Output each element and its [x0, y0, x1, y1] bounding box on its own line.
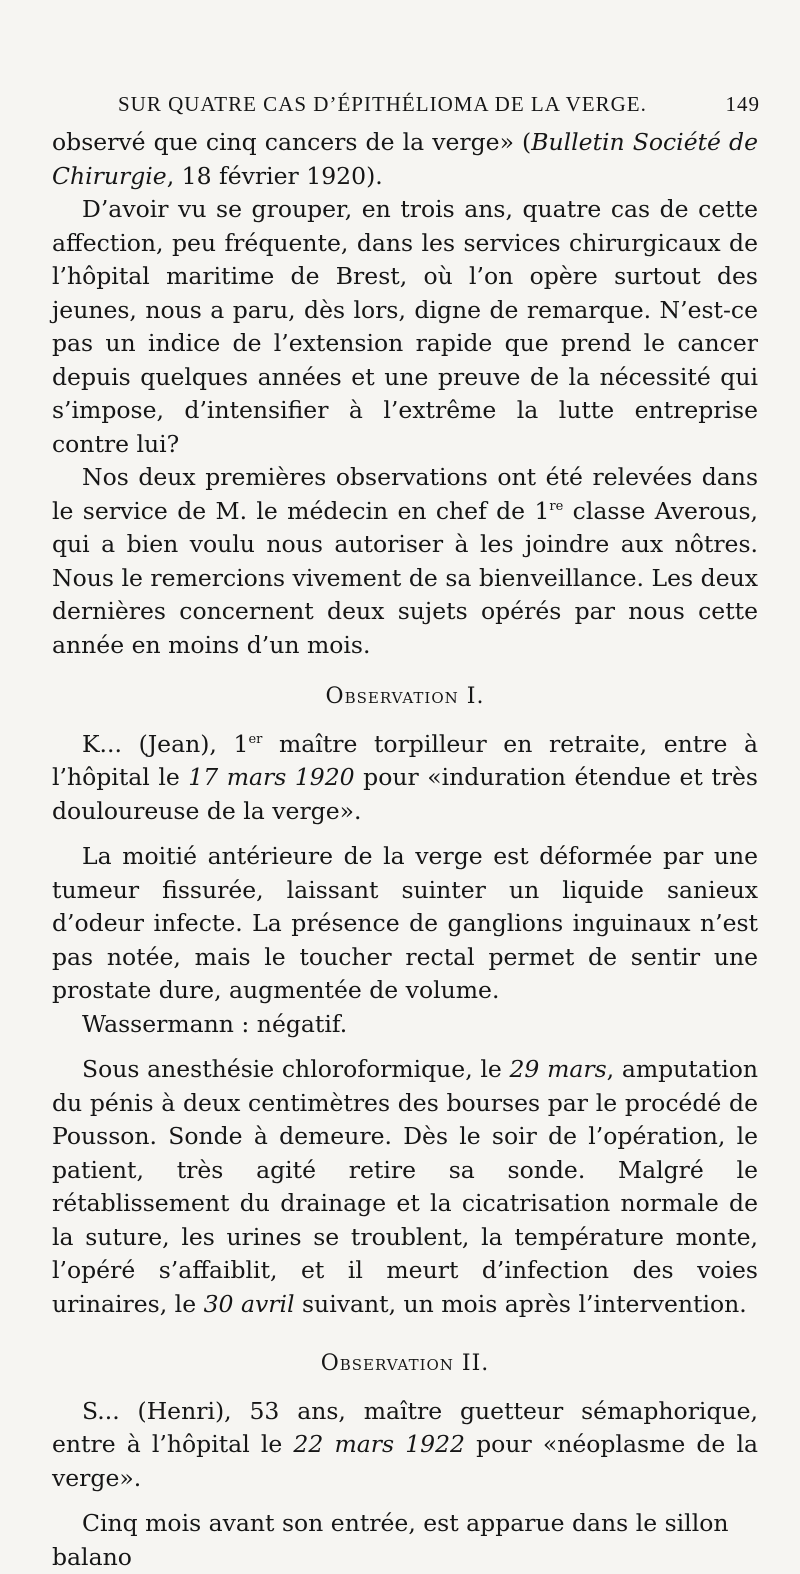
date-italic: 17 mars 1920	[188, 763, 355, 791]
text-run: classe Averous, qui a bien voulu nous autoriser à les joindre aux nôtres. Nous le remercions vivement de sa bienveillance. Les deux dernières concernent deux sujets opérés par nous cette année en moins d’un mois.	[52, 496, 759, 659]
page-number: 149	[725, 92, 760, 116]
paragraph-grouping: D’avoir vu se grouper, en trois ans, quatre cas de cette affection, peu fréquente, dans les services chirurgicaux de l’hôpital maritime de Brest, où l’on opère surtout des jeunes, nous a paru, dès lors, digne de remarque. N’est-ce pas un indice de l’extension rapide que prend le cancer depuis quelques années et une preuve de la nécessité qui s’impose, d’intensifier à l’extrême la lutte entreprise contre lui?	[52, 195, 758, 458]
text-run: pour «induration étendue et très douloureuse de la verge».	[52, 763, 758, 825]
running-head-title: SUR QUATRE CAS D’ÉPITHÉLIOMA DE LA VERGE.	[118, 92, 647, 116]
observation-1-heading: Observation I.	[325, 684, 485, 709]
observation-1-exam: La moitié antérieure de la verge est déformée par une tumeur fissurée, laissant suinter un liquide sanieux d’odeur infecte. La présence de ganglions inguinaux n’est pas notée, mais le toucher rectal permet de sentir une prostate dure, augmentée de volume.	[52, 842, 758, 1004]
text-run: suivant, un mois après l’intervention.	[294, 1289, 747, 1318]
text-run: , 18 février 1920).	[166, 161, 383, 190]
text-run: K... (Jean), 1	[82, 729, 249, 758]
text-run: Nos deux premières observations ont été relevées dans le service de M. le médecin en chef de 1	[52, 463, 758, 525]
observation-1-wassermann: Wassermann : négatif.	[82, 1009, 348, 1038]
observation-2-heading: Observation II.	[320, 1351, 490, 1376]
text-run: S... (Henri), 53 ans, maître guetteur sémaphorique, entre à l’hôpital le	[52, 1396, 758, 1458]
date-italic: 22 mars 1922	[293, 1430, 465, 1458]
date-italic: 30 avril	[203, 1289, 295, 1318]
observation-2-admission	[52, 1395, 758, 1496]
text-run: pour «néoplasme de la verge».	[52, 1430, 758, 1492]
text-run: maître torpilleur en retraite, entre à l’hôpital le	[52, 729, 758, 791]
observation-2-history: Cinq mois avant son entrée, est apparue dans le sillon balano	[52, 1509, 729, 1571]
citation-italic: Bulletin Société de Chirurgie	[52, 128, 758, 190]
superscript: er	[248, 731, 263, 747]
superscript: re	[549, 498, 564, 514]
observation-1-operation	[52, 1053, 758, 1321]
running-head	[88, 92, 760, 122]
date-italic: 29 mars	[509, 1055, 607, 1083]
text-run: observé que cinq cancers de la verge» (	[52, 128, 532, 156]
observation-1-admission	[52, 728, 758, 829]
paragraph-continuation	[52, 126, 758, 193]
text-run: Sous anesthésie chloroformique, le	[82, 1055, 510, 1083]
text-run: , amputation du pénis à deux centimètres des bourses par le procédé de Pousson. Sonde à demeure. Dès le soir de l’opération, le patient, très agité retire sa sonde. Malgré le rétablissement du drainage et la cicatrisation normale de la suture, les urines se troublent, la température monte, l’opéré s’affaiblit, et il meurt d’infection des voies urinaires, le	[52, 1055, 758, 1318]
body-text	[52, 126, 758, 1574]
paragraph-acknowledgement	[52, 461, 758, 662]
